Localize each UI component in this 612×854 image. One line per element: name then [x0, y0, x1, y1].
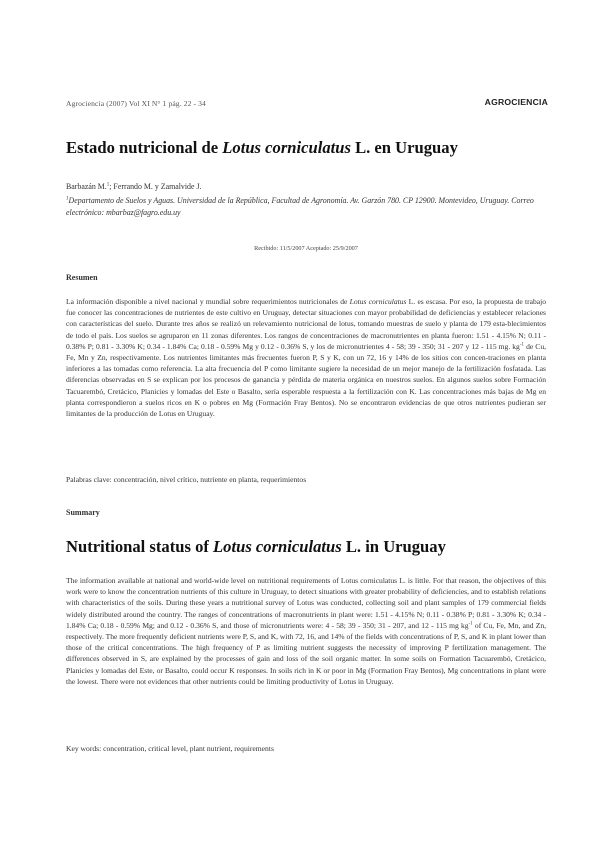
resumen-text-middle: L. es escasa. Por eso, la propuesta de trabajo fue conocer las concentraciones de nutrientes de este cultivo en Uruguay, detectar situaciones con mayor probabilidad de deficiencias y establecer relaciones con características del suelo. Durante tres años se realizó un relevamiento nutricional de lotus, tomando muestras de suelo y planta de 179 esta-blecimientos de todo el país. Los suelos se agruparon en 11 zonas diferentes. Los rangos de concentraciones de macronutrientes en planta fueron: 1.51 - 4.15% N; 0.11 - 0.38% P; 0.81 - 3.30% K; 0.34 - 1.84% Ca; 0.18 - 0.59% Mg y 0.12 - 0.36% S, y los de micronutrientes 4 - 58; 39 - 350; 31 - 207 y 12 - 115 mg. kg [66, 297, 547, 351]
affiliation-mark: 1 [66, 196, 69, 202]
author-list [66, 182, 202, 191]
summary-heading: Summary [66, 508, 100, 517]
key-words: Key words: concentration, critical level, plant nutrient, requirements [66, 744, 274, 753]
resumen-unit-exponent: -1 [519, 342, 525, 348]
author-rest: ; Ferrando M. y Zamalvide J. [109, 182, 202, 191]
article-title-spanish [66, 138, 458, 158]
author-affiliation [66, 195, 552, 219]
resumen-text-start: La información disponible a nivel nacional y mundial sobre requerimientos nutricionales de [66, 297, 350, 306]
author-first: Barbazán M. [66, 182, 107, 191]
received-accepted-dates: Recibido: 11/5/2007 Aceptado: 25/9/2007 [254, 245, 358, 252]
resumen-paragraph [66, 296, 546, 419]
affiliation-text: Departamento de Suelos y Aguas. Universidad de la República, Facultad de Agronomía. Av. Garzón 780. CP 12900. Montevideo, Uruguay. Correo electrónico: mbarbaz@fagro.edu.uy [66, 196, 534, 217]
title-en-species: Lotus corniculatus [213, 537, 342, 556]
title-en-before: Nutritional status of [66, 537, 214, 556]
resumen-heading: Resumen [66, 273, 98, 282]
title-en-after: L. in Uruguay [341, 537, 446, 556]
summary-text-end: of Cu, Fe, Mn, and Zn, respectively. The more frequently deficient nutrients were P, S, and K, with 72, 16, and 14% of the fields with concentrations of P, S, and K in plant lower than those of the critical concentrations. The high frequency of P as limiting nutrient suggests the necessity of improving P fertilization management. The differences observed in S, are explained by the processes of gain and loss of the soil organic matter. In some soils on Formation Tacuarembó, Cretácico, Planicies y lomadas del Este, or Basalto, could occur K responses. In soils rich in K or poor in Mg (Formation Fray Bentos), Mg concentrations in plant were the lowest. There were not evidences that other nutrients could be limiting productivity of Lotus in Uruguay. [66, 620, 546, 686]
resumen-species: Lotus corniculatus [349, 297, 407, 306]
summary-text-start: The information available at national and world-wide level on nutritional requirements of Lotus corniculatus L. is little. For that reason, the objectives of this work were to know the concentration nutrients of this culture in Uruguay, to detect situations with greater probability of deficiencies, and to establish relations with characteristics of the soils. During these years a nutritional survey of Lotus was conducted, collecting soil and plant samples of 179 commercial fields widely distributed around the country. The ranges of concentrations of macronutrients in plant were: 1.51 - 4.15% N; 0.11 - 0.38% P; 0.81 - 3.30% K; 0.34 - 1.84% Ca; 0.18 - 0.59% Mg; and 0.12 - 0.36% S, and those of micronutrients were: 4 - 58; 39 - 350; 31 - 207, and 12 - 115 mg kg [66, 576, 546, 630]
journal-citation: Agrociencia (2007) Vol XI N° 1 pág. 22 - 34 [66, 99, 206, 108]
palabras-clave: Palabras clave: concentración, nivel crítico, nutriente en planta, requerimientos [66, 475, 307, 484]
journal-name: AGROCIENCIA [484, 97, 548, 107]
summary-paragraph [66, 575, 546, 687]
title-es-before: Estado nutricional de [66, 138, 223, 157]
author-first-mark: 1 [106, 182, 110, 188]
title-es-after: L. en Uruguay [350, 138, 458, 157]
resumen-text-end: de Cu, Fe, Mn y Zn, respectivamente. Los nutrientes limitantes más frecuentes fueron P, S y K, con un 72, 16 y 14% de los sitios con concen-traciones en planta inferiores a las tomadas como referencia. La alta frecuencia del P como limitante sugiere la necesidad de un mejor manejo de la fertilización fosfatada. Las diferencias observadas en S se explican por los procesos de ganancia y pérdida de materia orgánica en nuestros suelos. En algunos suelos sobre Formación Tacuarembó, Cretácico, Planicies y lomadas del Este o Basalto, sería esperable respuesta a la fertilización con K. Las concentraciones más bajas de Mg en planta correspondieron a suelos ricos en K o pobres en Mg (Formación Fray Bentos). No se encontraron evidencias de que otros nutrientes pudieran ser limitantes de la producción de Lotus en Uruguay. [66, 341, 546, 419]
article-title-english [66, 537, 446, 557]
summary-unit-exponent: -1 [468, 621, 473, 627]
title-es-species: Lotus corniculatus [222, 138, 351, 157]
